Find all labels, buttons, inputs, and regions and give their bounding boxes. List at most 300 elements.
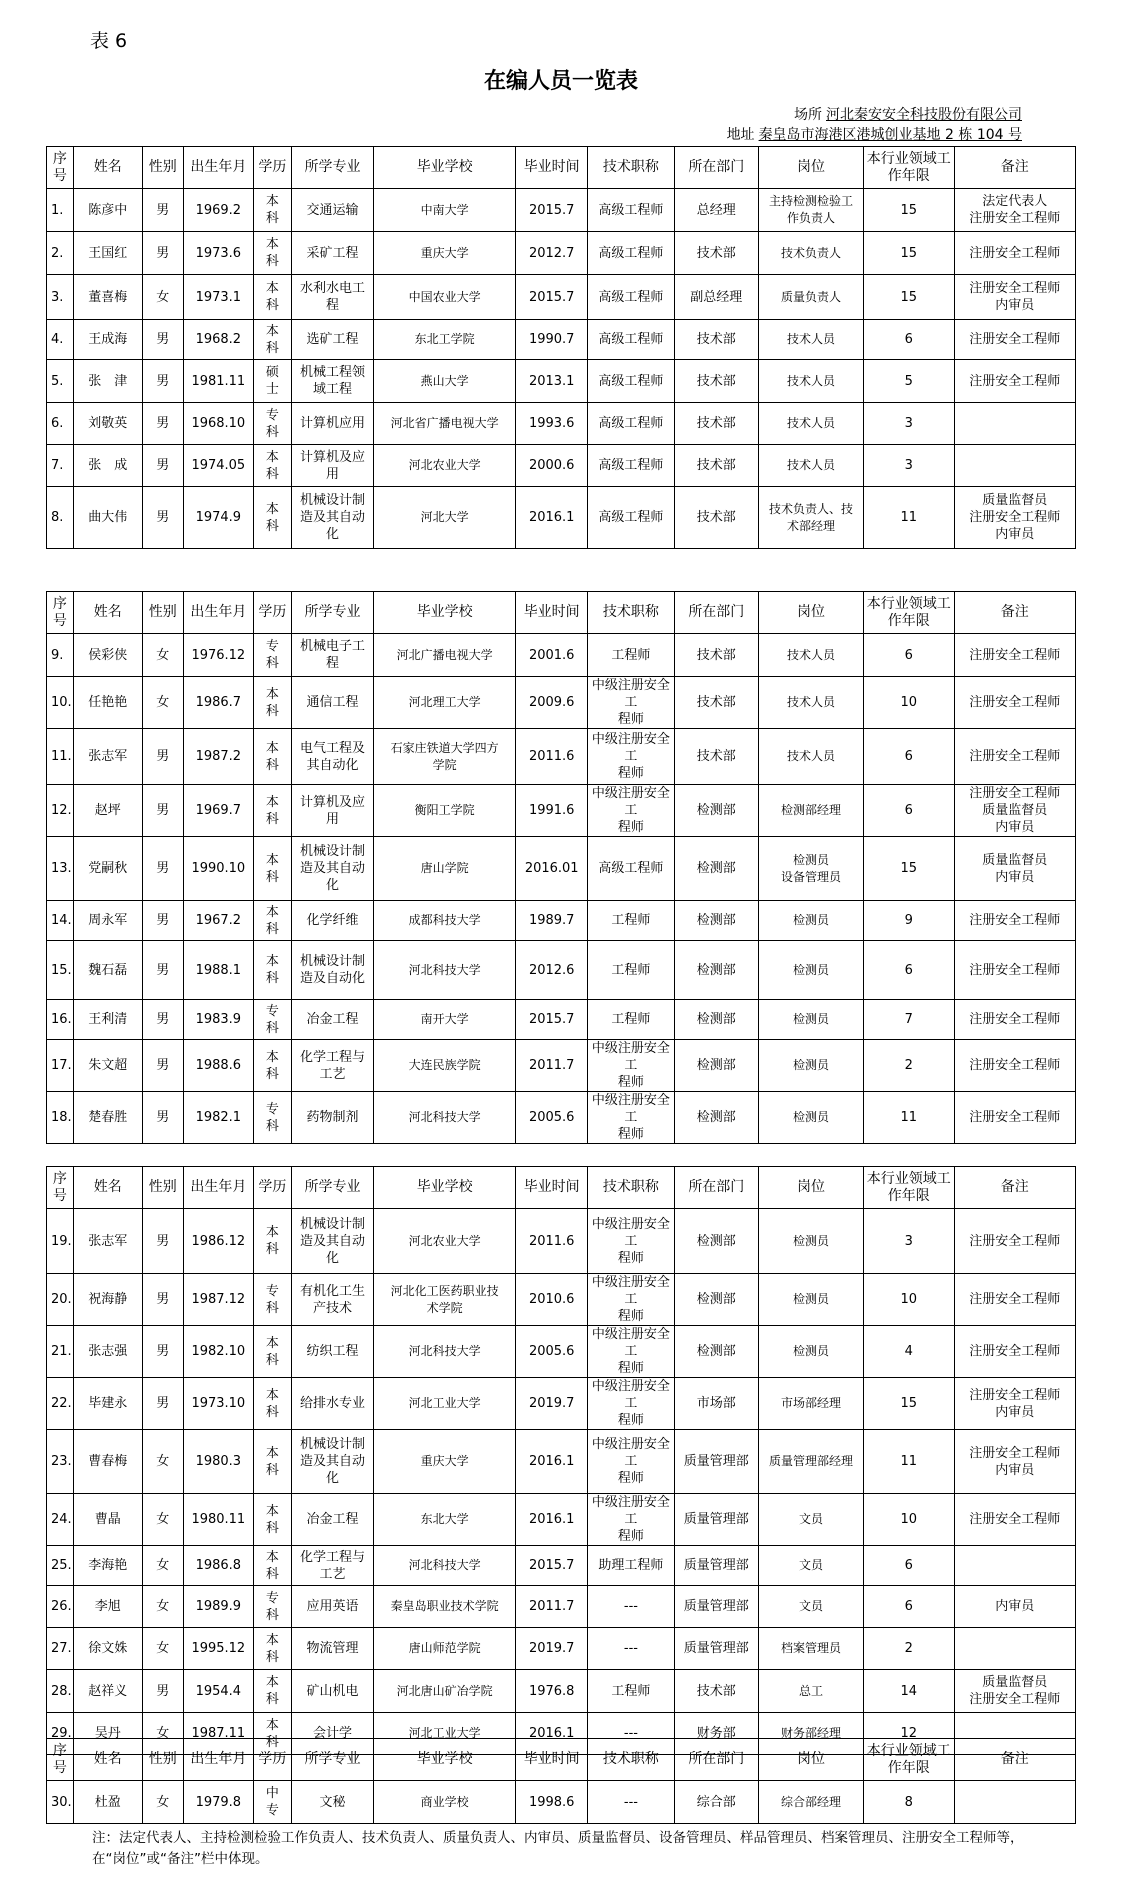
table-row: [47, 1430, 1076, 1494]
table-cell: 技术部: [674, 634, 758, 677]
column-header: 姓名: [73, 1167, 142, 1209]
table-cell: 专 科: [253, 1586, 291, 1628]
column-header: 学历: [253, 592, 291, 634]
column-header: 本行业领域工 作年限: [863, 1739, 954, 1781]
table-cell: 文员: [759, 1586, 864, 1628]
table-cell: 1.: [47, 189, 74, 232]
table-cell: 徐文姝: [73, 1628, 142, 1670]
column-header: 学历: [253, 147, 291, 189]
table-cell: 机械工程领 域工程: [291, 360, 373, 403]
table-cell: 3: [863, 1209, 954, 1274]
table-cell: 8.: [47, 487, 74, 549]
table-cell: 15: [863, 189, 954, 232]
table-cell: 张志强: [73, 1326, 142, 1378]
table-cell: 机械设计制 造及自动化: [291, 941, 373, 1000]
table-cell: 男: [142, 189, 183, 232]
table-cell: 2011.6: [516, 729, 588, 785]
table-cell: 3: [863, 445, 954, 487]
staff-table: [46, 1166, 1076, 1755]
table-cell: 2000.6: [516, 445, 588, 487]
table-cell: 2013.1: [516, 360, 588, 403]
table-cell: 16.: [47, 1000, 74, 1040]
table-cell: 河北省广播电视大学: [374, 403, 516, 445]
table-cell: [954, 403, 1076, 445]
table-cell: 技术人员: [759, 634, 864, 677]
table-cell: 本 科: [253, 487, 291, 549]
column-header: 岗位: [759, 1167, 864, 1209]
table-cell: 高级工程师: [588, 232, 674, 275]
table-row: [47, 1670, 1076, 1713]
table-cell: 检测员: [759, 1000, 864, 1040]
table-cell: 注册安全工程师 内审员: [954, 1378, 1076, 1430]
table-row: [47, 1326, 1076, 1378]
column-header: 出生年月: [183, 1167, 253, 1209]
table-row: [47, 1781, 1076, 1824]
table-cell: 检测员: [759, 901, 864, 941]
table-cell: 2012.6: [516, 941, 588, 1000]
table-cell: 2016.1: [516, 1494, 588, 1546]
table-cell: 男: [142, 785, 183, 837]
table-cell: 技术人员: [759, 445, 864, 487]
table-cell: 采矿工程: [291, 232, 373, 275]
table-cell: 通信工程: [291, 677, 373, 729]
table-cell: 男: [142, 1326, 183, 1378]
column-header: 技术职称: [588, 592, 674, 634]
table-cell: 魏石磊: [73, 941, 142, 1000]
table-cell: 2: [863, 1628, 954, 1670]
table-cell: 2005.6: [516, 1092, 588, 1144]
table-cell: 注册安全工程师: [954, 320, 1076, 360]
table-row: [47, 1378, 1076, 1430]
table-cell: 女: [142, 275, 183, 320]
table-cell: 曹春梅: [73, 1430, 142, 1494]
table-cell: 1973.1: [183, 275, 253, 320]
table-cell: 1981.11: [183, 360, 253, 403]
column-header: 所在部门: [674, 147, 758, 189]
table-cell: 男: [142, 487, 183, 549]
table-cell: 硕 士: [253, 360, 291, 403]
table-cell: 2005.6: [516, 1326, 588, 1378]
table-cell: 1974.9: [183, 487, 253, 549]
table-cell: 选矿工程: [291, 320, 373, 360]
table-cell: 专 科: [253, 1000, 291, 1040]
table-cell: 技术人员: [759, 360, 864, 403]
column-header: 技术职称: [588, 1167, 674, 1209]
table-cell: 本 科: [253, 837, 291, 901]
table-cell: 市场部: [674, 1378, 758, 1430]
table-cell: 本 科: [253, 1378, 291, 1430]
table-cell: 中级注册安全工 程师: [588, 1274, 674, 1326]
column-header: 岗位: [759, 147, 864, 189]
table-cell: 中级注册安全工 程师: [588, 1494, 674, 1546]
venue-value: 河北秦安安全科技股份有限公司: [826, 107, 1022, 123]
table-cell: 男: [142, 1670, 183, 1713]
table-cell: 中级注册安全工 程师: [588, 1209, 674, 1274]
table-cell: 专 科: [253, 634, 291, 677]
table-cell: 检测部: [674, 785, 758, 837]
table-cell: 25.: [47, 1546, 74, 1586]
table-cell: 1969.7: [183, 785, 253, 837]
table-row: [47, 1000, 1076, 1040]
column-header: 性别: [142, 147, 183, 189]
table-cell: 1986.12: [183, 1209, 253, 1274]
footnote: 注：法定代表人、主持检测检验工作负责人、技术负责人、质量负责人、内审员、质量监督员、设备管理员、样品管理员、档案管理员、注册安全工程师等，在“岗位”或“备注”栏中体现。: [92, 1830, 1024, 1867]
address-line: [727, 124, 1022, 144]
table-cell: 男: [142, 729, 183, 785]
column-header: 所在部门: [674, 1167, 758, 1209]
table-cell: 工程师: [588, 941, 674, 1000]
table-cell: 东北大学: [374, 1494, 516, 1546]
table-cell: 总经理: [674, 189, 758, 232]
table-cell: 男: [142, 320, 183, 360]
table-cell: 陈彦中: [73, 189, 142, 232]
table-cell: 技术人员: [759, 677, 864, 729]
table-cell: 唐山学院: [374, 837, 516, 901]
table-cell: 男: [142, 1378, 183, 1430]
table-cell: 5.: [47, 360, 74, 403]
table-cell: 文员: [759, 1546, 864, 1586]
table-cell: 周永军: [73, 901, 142, 941]
table-cell: 质量管理部经理: [759, 1430, 864, 1494]
table-cell: 化学工程与 工艺: [291, 1040, 373, 1092]
column-header: 岗位: [759, 1739, 864, 1781]
table-cell: 技术部: [674, 1670, 758, 1713]
table-cell: 4.: [47, 320, 74, 360]
table-cell: 男: [142, 901, 183, 941]
column-header: 姓名: [73, 147, 142, 189]
table-cell: 1982.10: [183, 1326, 253, 1378]
table-cell: 男: [142, 941, 183, 1000]
table-cell: 河北广播电视大学: [374, 634, 516, 677]
table-cell: 1976.12: [183, 634, 253, 677]
table-cell: 6: [863, 634, 954, 677]
table-cell: 注册安全工程师: [954, 1040, 1076, 1092]
table-cell: 女: [142, 1430, 183, 1494]
column-header: 本行业领域工 作年限: [863, 1167, 954, 1209]
table-cell: 6: [863, 320, 954, 360]
table-row: [47, 1040, 1076, 1092]
table-cell: 28.: [47, 1670, 74, 1713]
column-header: 毕业时间: [516, 592, 588, 634]
table-cell: 衡阳工学院: [374, 785, 516, 837]
table-cell: 王利清: [73, 1000, 142, 1040]
table-cell: 1968.2: [183, 320, 253, 360]
table-cell: 机械设计制 造及其自动 化: [291, 837, 373, 901]
table-cell: 注册安全工程师: [954, 634, 1076, 677]
table-cell: 楚春胜: [73, 1092, 142, 1144]
venue-label: 场所: [794, 107, 822, 123]
table-row: [47, 941, 1076, 1000]
column-header: 备注: [954, 147, 1076, 189]
table-cell: 毕建永: [73, 1378, 142, 1430]
table-cell: 21.: [47, 1326, 74, 1378]
column-header: 姓名: [73, 592, 142, 634]
table-cell: 9: [863, 901, 954, 941]
table-cell: 12.: [47, 785, 74, 837]
table-cell: 注册安全工程师: [954, 1274, 1076, 1326]
table-row: [47, 320, 1076, 360]
table-cell: 1990.10: [183, 837, 253, 901]
table-cell: 质量管理部: [674, 1628, 758, 1670]
table-cell: 15.: [47, 941, 74, 1000]
column-header: 技术职称: [588, 147, 674, 189]
column-header: 所学专业: [291, 1167, 373, 1209]
table-cell: 2: [863, 1040, 954, 1092]
table-cell: 29.: [47, 1713, 74, 1755]
table-cell: 工程师: [588, 1000, 674, 1040]
venue-line: [794, 104, 1022, 124]
table-cell: 中级注册安全工 程师: [588, 729, 674, 785]
table-cell: 机械设计制 造及其自动 化: [291, 1430, 373, 1494]
table-cell: 商业学校: [374, 1781, 516, 1824]
table-cell: 河北科技大学: [374, 1546, 516, 1586]
table-cell: 男: [142, 1040, 183, 1092]
table-cell: 有机化工生 产技术: [291, 1274, 373, 1326]
column-header: 毕业学校: [374, 1739, 516, 1781]
table-cell: 曲大伟: [73, 487, 142, 549]
table-cell: 10: [863, 677, 954, 729]
table-cell: 本 科: [253, 1628, 291, 1670]
column-header: 姓名: [73, 1739, 142, 1781]
table-cell: 27.: [47, 1628, 74, 1670]
table-cell: 注册安全工程师: [954, 1494, 1076, 1546]
table-cell: 1982.1: [183, 1092, 253, 1144]
table-cell: 董喜梅: [73, 275, 142, 320]
table-cell: 男: [142, 403, 183, 445]
table-cell: 王国红: [73, 232, 142, 275]
table-row: [47, 729, 1076, 785]
table-cell: 中级注册安全工 程师: [588, 677, 674, 729]
column-header: 序号: [47, 1739, 74, 1781]
table-row: [47, 232, 1076, 275]
table-cell: 中级注册安全工 程师: [588, 1326, 674, 1378]
table-cell: 本 科: [253, 729, 291, 785]
table-cell: 南开大学: [374, 1000, 516, 1040]
table-row: [47, 901, 1076, 941]
table-cell: 1993.6: [516, 403, 588, 445]
table-cell: 河北科技大学: [374, 1092, 516, 1144]
table-cell: 化学纤维: [291, 901, 373, 941]
table-cell: 注册安全工程师: [954, 360, 1076, 403]
table-cell: 曹晶: [73, 1494, 142, 1546]
table-cell: 质量负责人: [759, 275, 864, 320]
table-cell: 技术人员: [759, 320, 864, 360]
table-cell: 内审员: [954, 1586, 1076, 1628]
table-cell: 技术部: [674, 445, 758, 487]
table-cell: 注册安全工程师: [954, 232, 1076, 275]
table-cell: 中级注册安全工 程师: [588, 1040, 674, 1092]
table-cell: 本 科: [253, 1713, 291, 1755]
table-cell: 1974.05: [183, 445, 253, 487]
table-cell: ---: [588, 1781, 674, 1824]
column-header: 本行业领域工 作年限: [863, 147, 954, 189]
table-cell: 李旭: [73, 1586, 142, 1628]
table-cell: [954, 445, 1076, 487]
table-cell: 本 科: [253, 1670, 291, 1713]
table-cell: 22.: [47, 1378, 74, 1430]
table-cell: 30.: [47, 1781, 74, 1824]
table-cell: 注册安全工程师 内审员: [954, 275, 1076, 320]
table-cell: 检测部: [674, 1274, 758, 1326]
table-cell: 质量管理部: [674, 1546, 758, 1586]
table-row: [47, 403, 1076, 445]
column-header: 所在部门: [674, 592, 758, 634]
table-cell: 女: [142, 1546, 183, 1586]
table-cell: 检测部经理: [759, 785, 864, 837]
table-cell: 注册安全工程师: [954, 901, 1076, 941]
table-cell: 24.: [47, 1494, 74, 1546]
table-cell: 15: [863, 232, 954, 275]
table-cell: 本 科: [253, 1326, 291, 1378]
table-cell: 检测员: [759, 1092, 864, 1144]
column-header: 岗位: [759, 592, 864, 634]
table-cell: 技术负责人: [759, 232, 864, 275]
table-cell: 2019.7: [516, 1628, 588, 1670]
table-cell: ---: [588, 1628, 674, 1670]
table-cell: 石家庄铁道大学四方 学院: [374, 729, 516, 785]
table-cell: 高级工程师: [588, 487, 674, 549]
table-cell: 6.: [47, 403, 74, 445]
table-cell: 李海艳: [73, 1546, 142, 1586]
table-cell: 机械设计制 造及其自动 化: [291, 1209, 373, 1274]
table-cell: 本 科: [253, 1040, 291, 1092]
column-header: 备注: [954, 592, 1076, 634]
table-cell: 主持检测检验工 作负责人: [759, 189, 864, 232]
table-cell: 1973.10: [183, 1378, 253, 1430]
table-cell: 1980.11: [183, 1494, 253, 1546]
table-cell: 1980.3: [183, 1430, 253, 1494]
table-cell: 质量监督员 注册安全工程师 内审员: [954, 487, 1076, 549]
table-cell: 机械设计制 造及其自动 化: [291, 487, 373, 549]
table-row: [47, 785, 1076, 837]
table-cell: 中国农业大学: [374, 275, 516, 320]
table-cell: 检测部: [674, 1326, 758, 1378]
column-header: 毕业学校: [374, 592, 516, 634]
table-cell: 2016.1: [516, 487, 588, 549]
table-cell: 本 科: [253, 941, 291, 1000]
table-cell: 文员: [759, 1494, 864, 1546]
table-label: 表 6: [90, 30, 128, 52]
table-cell: 河北化工医药职业技 术学院: [374, 1274, 516, 1326]
table-cell: 2019.7: [516, 1378, 588, 1430]
table-header-row: [47, 1167, 1076, 1209]
table-cell: 唐山师范学院: [374, 1628, 516, 1670]
table-cell: 档案管理员: [759, 1628, 864, 1670]
table-cell: 侯彩侠: [73, 634, 142, 677]
table-cell: 2.: [47, 232, 74, 275]
table-cell: 1986.8: [183, 1546, 253, 1586]
table-cell: 总工: [759, 1670, 864, 1713]
table-cell: ---: [588, 1586, 674, 1628]
table-cell: 河北理工大学: [374, 677, 516, 729]
table-cell: 技术部: [674, 677, 758, 729]
column-header: 所学专业: [291, 147, 373, 189]
table-cell: 6: [863, 941, 954, 1000]
table-cell: 检测员: [759, 1326, 864, 1378]
table-cell: 检测部: [674, 1000, 758, 1040]
table-cell: 计算机及应 用: [291, 785, 373, 837]
table-cell: 检测部: [674, 1092, 758, 1144]
column-header: 序号: [47, 592, 74, 634]
table-cell: 1969.2: [183, 189, 253, 232]
table-cell: 检测部: [674, 1209, 758, 1274]
table-cell: 文秘: [291, 1781, 373, 1824]
table-cell: 会计学: [291, 1713, 373, 1755]
table-cell: 张 津: [73, 360, 142, 403]
table-cell: 电气工程及 其自动化: [291, 729, 373, 785]
table-cell: 副总经理: [674, 275, 758, 320]
table-cell: 11: [863, 487, 954, 549]
column-header: 所学专业: [291, 592, 373, 634]
table-row: [47, 837, 1076, 901]
table-cell: 河北科技大学: [374, 941, 516, 1000]
table-cell: 秦皇岛职业技术学院: [374, 1586, 516, 1628]
table-cell: 刘敬英: [73, 403, 142, 445]
table-cell: 技术部: [674, 403, 758, 445]
table-cell: 检测员: [759, 1274, 864, 1326]
address-value: 秦皇岛市海港区港城创业基地 2 栋 104 号: [758, 127, 1022, 143]
table-cell: 女: [142, 1628, 183, 1670]
table-cell: 2015.7: [516, 275, 588, 320]
table-cell: 本 科: [253, 320, 291, 360]
table-cell: 市场部经理: [759, 1378, 864, 1430]
table-cell: 中南大学: [374, 189, 516, 232]
table-cell: 1988.6: [183, 1040, 253, 1092]
table-cell: 注册安全工程师: [954, 1092, 1076, 1144]
table-row: [47, 1628, 1076, 1670]
table-cell: 综合部: [674, 1781, 758, 1824]
table-cell: 高级工程师: [588, 837, 674, 901]
table-cell: 重庆大学: [374, 1430, 516, 1494]
table-cell: 1995.12: [183, 1628, 253, 1670]
column-header: 毕业学校: [374, 1167, 516, 1209]
table-cell: 检测部: [674, 837, 758, 901]
table-cell: 男: [142, 1000, 183, 1040]
table-cell: [954, 1781, 1076, 1824]
table-cell: 女: [142, 677, 183, 729]
table-cell: 本 科: [253, 785, 291, 837]
table-cell: 本 科: [253, 232, 291, 275]
table-cell: 检测员: [759, 1209, 864, 1274]
table-cell: 10: [863, 1494, 954, 1546]
table-row: [47, 1092, 1076, 1144]
table-cell: 成都科技大学: [374, 901, 516, 941]
table-cell: 检测部: [674, 901, 758, 941]
table-cell: 高级工程师: [588, 189, 674, 232]
column-header: 序号: [47, 147, 74, 189]
table-cell: 1967.2: [183, 901, 253, 941]
table-cell: 化学工程与 工艺: [291, 1546, 373, 1586]
table-cell: 20.: [47, 1274, 74, 1326]
table-cell: 高级工程师: [588, 275, 674, 320]
column-header: 本行业领域工 作年限: [863, 592, 954, 634]
table-cell: 专 科: [253, 403, 291, 445]
table-cell: 2011.7: [516, 1586, 588, 1628]
table-cell: 给排水专业: [291, 1378, 373, 1430]
table-cell: 本 科: [253, 1546, 291, 1586]
table-cell: 1954.4: [183, 1670, 253, 1713]
table-cell: 张志军: [73, 1209, 142, 1274]
table-cell: 本 科: [253, 901, 291, 941]
table-cell: 工程师: [588, 901, 674, 941]
column-header: 毕业时间: [516, 1739, 588, 1781]
table-cell: 18.: [47, 1092, 74, 1144]
table-cell: 11.: [47, 729, 74, 785]
table-cell: 男: [142, 1274, 183, 1326]
column-header: 毕业学校: [374, 147, 516, 189]
table-cell: 1998.6: [516, 1781, 588, 1824]
table-cell: 技术人员: [759, 729, 864, 785]
